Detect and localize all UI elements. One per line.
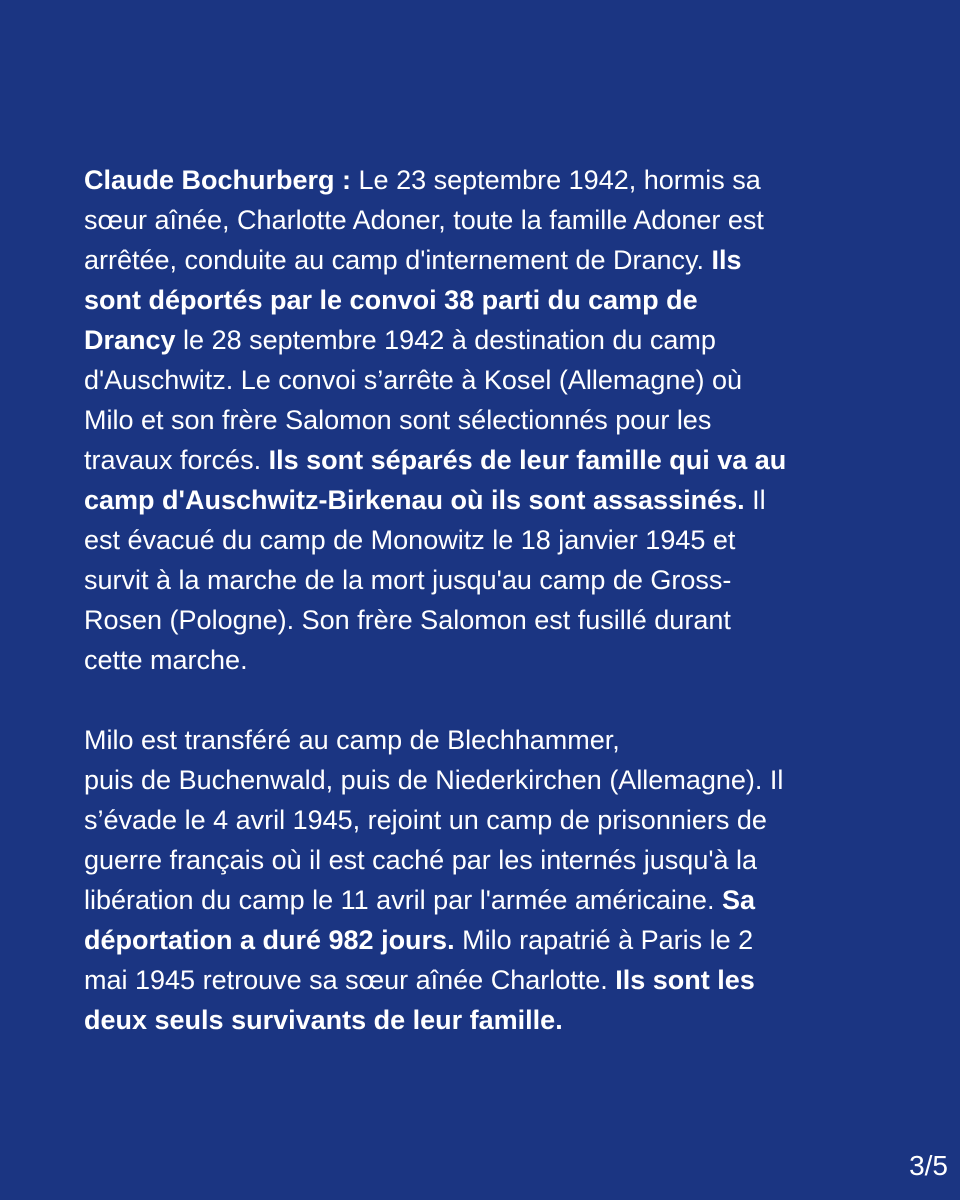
text-line bbox=[84, 840, 874, 880]
text-segment: le 28 septembre 1942 à destination du camp bbox=[175, 325, 716, 355]
text-line bbox=[84, 520, 874, 560]
text-segment: Il bbox=[744, 485, 766, 515]
bold-text: Ils sont les bbox=[615, 965, 755, 995]
text-segment: Milo et son frère Salomon sont sélectionnés pour les bbox=[84, 405, 712, 435]
text-line bbox=[84, 1000, 874, 1040]
text-segment: arrêtée, conduite au camp d'internement de Drancy. bbox=[84, 245, 712, 275]
text-segment: s’évade le 4 avril 1945, rejoint un camp de prisonniers de bbox=[84, 805, 767, 835]
text-line bbox=[84, 760, 874, 800]
text-line bbox=[84, 200, 874, 240]
text-segment: Milo est transféré au camp de Blechhammer, bbox=[84, 725, 620, 755]
text-line bbox=[84, 960, 874, 1000]
text-line bbox=[84, 240, 874, 280]
bold-text: sont déportés par le convoi 38 parti du camp de bbox=[84, 285, 698, 315]
text-segment: Le 23 septembre 1942, hormis sa bbox=[351, 165, 761, 195]
text-line bbox=[84, 600, 874, 640]
story-text bbox=[84, 160, 874, 1040]
page-indicator: 3/5 bbox=[909, 1150, 948, 1181]
bold-text: Ils bbox=[711, 245, 742, 275]
text-segment: Rosen (Pologne). Son frère Salomon est fusillé durant bbox=[84, 605, 731, 635]
bold-text: Claude Bochurberg : bbox=[84, 165, 352, 195]
text-segment: libération du camp le 11 avril par l'armée américaine. bbox=[84, 885, 722, 915]
bold-text: deux seuls survivants de leur famille. bbox=[84, 1005, 563, 1035]
text-segment: travaux forcés. bbox=[84, 445, 269, 475]
text-line bbox=[84, 560, 874, 600]
text-segment: sœur aînée, Charlotte Adoner, toute la famille Adoner est bbox=[84, 205, 764, 235]
text-segment: cette marche. bbox=[84, 645, 248, 675]
bold-text: camp d'Auschwitz-Birkenau où ils sont assassinés. bbox=[84, 485, 745, 515]
text-line bbox=[84, 920, 874, 960]
text-line bbox=[84, 280, 874, 320]
text-segment: guerre français où il est caché par les internés jusqu'à la bbox=[84, 845, 758, 875]
text-line bbox=[84, 400, 874, 440]
bold-text: Sa bbox=[721, 885, 755, 915]
bold-text: Ils sont séparés de leur famille qui va au bbox=[268, 445, 787, 475]
bold-text: déportation a duré 982 jours. bbox=[84, 925, 455, 955]
text-segment: mai 1945 retrouve sa sœur aînée Charlotte. bbox=[84, 965, 616, 995]
text-segment: Milo rapatrié à Paris le 2 bbox=[454, 925, 754, 955]
paragraph-2 bbox=[84, 720, 874, 1040]
paragraph-1 bbox=[84, 160, 874, 680]
text-line bbox=[84, 720, 874, 760]
text-segment: d'Auschwitz. Le convoi s’arrête à Kosel (Allemagne) où bbox=[84, 365, 742, 395]
text-line bbox=[84, 360, 874, 400]
text-segment: puis de Buchenwald, puis de Niederkirchen (Allemagne). Il bbox=[84, 765, 784, 795]
text-line bbox=[84, 440, 874, 480]
text-line bbox=[84, 480, 874, 520]
text-line bbox=[84, 880, 874, 920]
bold-text: Drancy bbox=[84, 325, 176, 355]
text-line bbox=[84, 640, 874, 680]
text-line bbox=[84, 160, 874, 200]
text-segment: survit à la marche de la mort jusqu'au camp de Gross- bbox=[84, 565, 732, 595]
text-line bbox=[84, 320, 874, 360]
text-segment: est évacué du camp de Monowitz le 18 janvier 1945 et bbox=[84, 525, 736, 555]
text-line bbox=[84, 800, 874, 840]
